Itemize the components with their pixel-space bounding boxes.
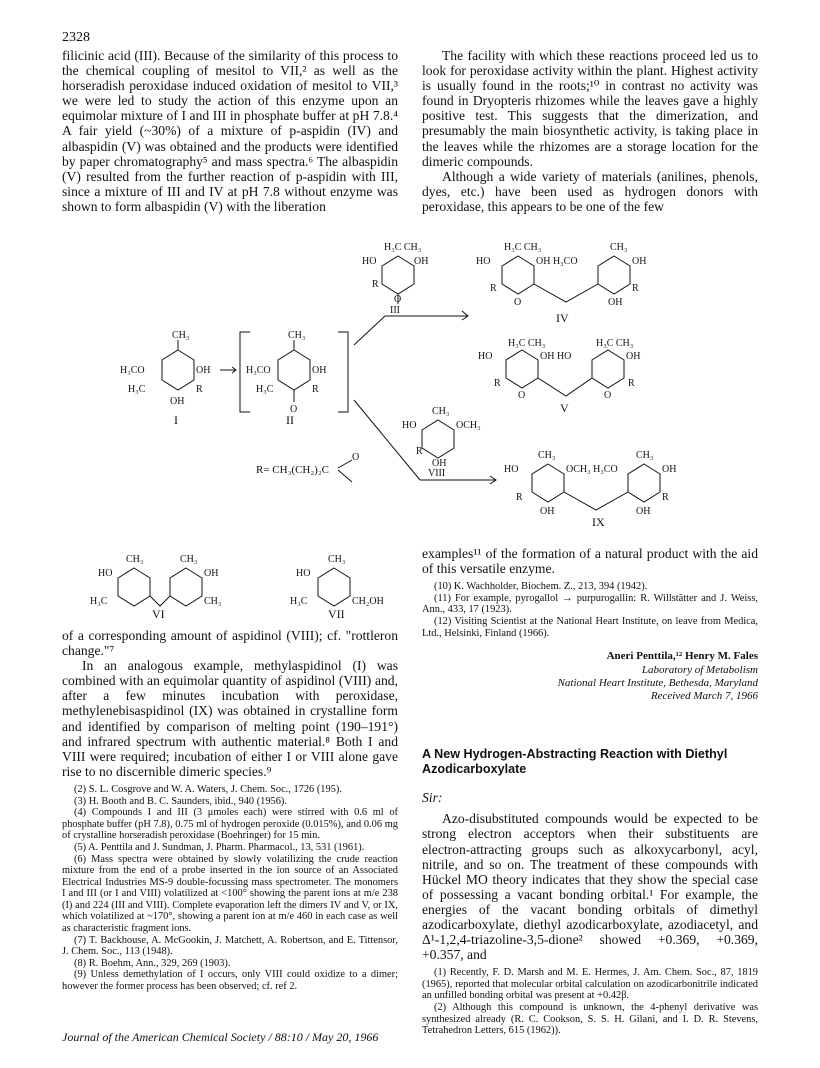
page-number: 2328 — [62, 30, 90, 45]
ring-IV-a — [502, 256, 534, 294]
new-footnote-1: (1) Recently, F. D. Marsh and M. E. Hermes, J. Am. Chem. Soc., 87, 1819 (1965), reported that molecular orbital calculation on azodicarbonitrile indicated an unfilled bonding orbital was present at +0.42β. — [422, 967, 758, 1002]
IV-ch3: CH₃ — [610, 242, 628, 253]
right-paragraph-cont: examples¹¹ of the formation of a natural product with the aid of this versatile enzyme. — [422, 546, 758, 577]
new-article-paragraph: Azo-disubstituted compounds would be expected to be strong electron acceptors when their substituents are electron-attracting groups such as alkoxycarbonyl, acyl, nitrile, and so on. The treatment of these compounds with Hückel MO theory indicates that they show the special case of possessing a vacant bonding orbital.¹ For example, the energies of the vacant bonding orbitals of dimethyl azodicarboxylate, diethyl azodicarboxylate, azodiacetyl, and Δ¹-1,2,4-triazoline-3,5-dione² showed +0.369, +0.369, +0.357, and — [422, 811, 758, 963]
right-paragraph-1: The facility with which these reactions proceed led us to look for peroxidase activity within the plant. Highest activity is usually found in the roots;¹⁰ in contrast no activity was found in Dryopteris rhizomes while the leaves gave a highly positive test. This suggests that the dimerization, and presumably the main biosynthetic activity, is taking place in the leaves while the rhizomes are a storage location for the dimeric compounds. — [422, 48, 758, 169]
ring-VI-b — [170, 568, 202, 606]
IX-ch3-left: CH₃ — [538, 450, 556, 461]
r-definition: R= CH₃(CH₂)₂C — [256, 464, 330, 476]
V-r-left: R — [494, 378, 501, 389]
V-r-right: R — [628, 378, 635, 389]
VIII-ho: HO — [402, 420, 417, 431]
II-r: R — [312, 384, 319, 395]
I-ch3: CH₃ — [172, 330, 190, 341]
footnote-10: (10) K. Wachholder, Biochem. Z., 213, 394 (1942). — [434, 581, 648, 593]
journal-footer: Journal of the American Chemical Society / 88:10 / May 20, 1966 — [62, 1030, 379, 1044]
bracket-right — [338, 332, 348, 412]
ring-I — [162, 350, 194, 390]
ring-VI-a — [118, 568, 150, 606]
IX-oh-bottom-left: OH — [540, 506, 555, 517]
footnote-5: (5) A. Penttila and J. Sundman, J. Pharm. Pharmacol., 13, 531 (1961). — [74, 841, 365, 853]
V-o-left: O — [518, 390, 526, 401]
left-paragraph-cont: of a corresponding amount of aspidinol (VIII); cf. "rottleron change."⁷ — [62, 628, 398, 659]
label-VI: VI — [152, 607, 165, 621]
IV-me2: H₃C CH₃ — [504, 242, 542, 253]
I-h3c: H₃C — [128, 384, 146, 395]
footnote-6: (6) Mass spectra were obtained by slowly volatilizing the crude reaction mixture from the end of a probe inserted in the ion source of an Associated Electrical Industries MS-9 double-focussing mass spectrometer. The monomers I and III (or I and VIII) volatilized at <100° showing the parent ions at m/e 238 (I) and 224 (III and VIII). Complete evaporation left the dimers IV and V, or IX, which volatilized at ~170°, showing a parent ion at m/e 460 in each case as well as characteristic fragment ions. — [62, 853, 398, 935]
footnote-4: (4) Compounds I and III (3 μmoles each) were stirred with 0.6 ml of phosphate buffer (pH 7.8), 0.75 ml of hydrogen peroxide (0.015%), and 0.06 mg of crystalline horseradish peroxidase (Boehringer) for 15 min. — [62, 807, 398, 842]
affiliation-lab: Laboratory of Metabolism — [641, 664, 758, 677]
ring-IX-a — [532, 464, 564, 502]
IV-ho: HO — [476, 256, 491, 267]
III-ho: HO — [362, 256, 377, 267]
footnote-2: (2) S. L. Cosgrove and W. A. Waters, J. Chem. Soc., 1726 (195). — [74, 783, 342, 795]
ring-II — [278, 350, 310, 390]
II-h2c: H₃C — [256, 384, 274, 395]
V-o-right: O — [604, 390, 612, 401]
VII-ho: HO — [296, 568, 311, 579]
footnote-3: (3) H. Booth and B. C. Saunders, ibid., 940 (1956). — [74, 795, 287, 807]
ring-IX-b — [628, 464, 660, 502]
VIII-ch3: CH₃ — [432, 406, 450, 417]
III-oh: OH — [414, 256, 429, 267]
new-article-title: A New Hydrogen-Abstracting Reaction with Diethyl Azodicarboxylate — [422, 747, 728, 776]
IV-oh-h3co: OH H₃CO — [536, 256, 578, 267]
label-II: II — [286, 413, 294, 427]
IV-oh-right: OH — [632, 256, 647, 267]
I-h3co: H₃CO — [120, 365, 145, 376]
VIII-oh: OH — [432, 458, 447, 469]
salutation: Sir: — [422, 790, 443, 806]
new-footnote-2: (2) Although this compound is unknown, the 4-phenyl derivative was synthesized already (R. C. Cookson, S. S. H. Gilani, and I. D. R. Stevens, Tetrahedron Letters, 615 (1962)). — [422, 1002, 758, 1037]
new-article-footnotes — [422, 967, 758, 1037]
I-oh: OH — [196, 365, 211, 376]
III-me2: H₃C CH₃ — [384, 242, 422, 253]
IX-ho: HO — [504, 464, 519, 475]
ring-IV-b — [598, 256, 630, 294]
label-IX: IX — [592, 515, 605, 529]
label-V: V — [560, 401, 569, 415]
IV-o: O — [514, 297, 522, 308]
V-me2-left: H₃C CH₃ — [508, 338, 546, 349]
VII-h3c: H₃C — [290, 596, 308, 607]
right-paragraph-2: Although a wide variety of materials (anilines, phenols, dyes, etc.) have been used as hydrogen donors with peroxidase, this appears to be one of the few — [422, 168, 758, 214]
VI-h3c: H₃C — [90, 596, 108, 607]
VIII-och3: OCH₃ — [456, 420, 481, 431]
VI-ch3-bottom: CH₃ — [204, 596, 222, 607]
V-me2-right: H₃C CH₃ — [596, 338, 634, 349]
footnote-7: (7) T. Backhouse, A. McGookin, J. Matchett, A. Robertson, and E. Tittensor, J. Chem. Soc., 113 (1948). — [62, 934, 398, 958]
footnote-8: (8) R. Boehm, Ann., 329, 269 (1903). — [74, 957, 231, 969]
IX-r-right: R — [662, 492, 669, 503]
authors: Aneri Penttila,¹² Henry M. Fales — [606, 650, 758, 663]
III-o: O — [394, 294, 402, 305]
I-r: R — [196, 384, 203, 395]
label-I: I — [174, 413, 178, 427]
VI-ch3-right: CH₃ — [180, 554, 198, 565]
IX-oh: OH — [662, 464, 677, 475]
r-definition-o: O — [352, 452, 360, 463]
II-o: O — [290, 404, 298, 415]
label-III: III — [390, 305, 400, 316]
ring-III — [382, 256, 414, 294]
branch-down — [354, 400, 420, 480]
left-column-bottom — [62, 628, 398, 993]
right-footnotes — [422, 581, 758, 639]
left-paragraph-2: In an analogous example, methylaspidinol (I) was combined with an equimolar quantity of aspidinol (VIII) and, after a few minutes incubation with peroxidase, methylenebisaspidinol (IX) was obtained in crystalline form and identified by comparison of melting point (190–191°) and infrared spectrum with authentic material.⁸ Both I and VIII were required; incubation of either I or VIII alone gave rise to no discernible dimeric species.⁹ — [62, 658, 398, 779]
left-footnotes — [62, 784, 398, 993]
footnote-9: (9) Unless demethylation of I occurs, only VIII could oxidize to a dimer; however the former process has been observed; cf. ref 2. — [62, 969, 398, 993]
II-oh: OH — [312, 365, 327, 376]
label-VII: VII — [328, 607, 345, 621]
label-VIII: VIII — [428, 468, 446, 479]
IX-r-left: R — [516, 492, 523, 503]
V-oh-ho: OH HO — [540, 351, 572, 362]
ring-V-a — [506, 350, 538, 388]
VII-ch3: CH₃ — [328, 554, 346, 565]
I-oh-bottom: OH — [170, 396, 185, 407]
IX-och3-h3co: OCH₃ H₃CO — [566, 464, 618, 475]
ring-V-b — [592, 350, 624, 388]
V-oh-right: OH — [626, 351, 641, 362]
footnote-12: (12) Visiting Scientist at the National Heart Institute, on leave from Medica, Ltd., Helsinki, Finland (1966). — [422, 615, 758, 639]
right-column-bottom — [422, 546, 758, 1037]
IX-oh-bottom-right: OH — [636, 506, 651, 517]
ring-VII — [318, 568, 350, 606]
left-paragraph-1: filicinic acid (III). Because of the similarity of this process to the chemical coupling of mesitol to VII,² as well as the horseradish peroxidase induced oxidation of mesitol to VII,³ we were led to study the action of this enzyme upon an equimolar mixture of I and III in phosphate buffer at pH 7.8.⁴ A fair yield (~30%) of a mixture of p-aspidin (IV) and albaspidin (V) was obtained and the products were identified by paper chromatography⁵ and mass spectra.⁶ The albaspidin (V) resulted from the further reaction of p-aspidin with III, since a mixture of III and IV at pH 7.8 without enzyme was shown to form albaspidin (V) with the liberation — [62, 48, 398, 214]
VIII-r: R — [416, 446, 423, 457]
VI-oh: OH — [204, 568, 219, 579]
affiliation-institute: National Heart Institute, Bethesda, Maryland — [557, 677, 758, 690]
VI-ho: HO — [98, 568, 113, 579]
IV-r-right: R — [632, 283, 639, 294]
VII-ch2oh: CH₂OH — [352, 596, 384, 607]
label-IV: IV — [556, 311, 569, 325]
II-ch3: CH₃ — [288, 330, 306, 341]
IV-oh-bottom: OH — [608, 297, 623, 308]
branch-up — [354, 316, 385, 345]
V-ho-left: HO — [478, 351, 493, 362]
III-r: R — [372, 279, 379, 290]
IV-r-left: R — [490, 283, 497, 294]
footnote-11: (11) For example, pyrogallol → purpurogallin: R. Willstätter and J. Weiss, Ann., 433, 17 (1923). — [422, 592, 758, 616]
received-date: Received March 7, 1966 — [650, 690, 758, 703]
ring-VIII — [422, 420, 454, 458]
VI-ch3-left: CH₃ — [126, 554, 144, 565]
II-h3co: H₃CO — [246, 365, 271, 376]
IX-ch3-right: CH₃ — [636, 450, 654, 461]
